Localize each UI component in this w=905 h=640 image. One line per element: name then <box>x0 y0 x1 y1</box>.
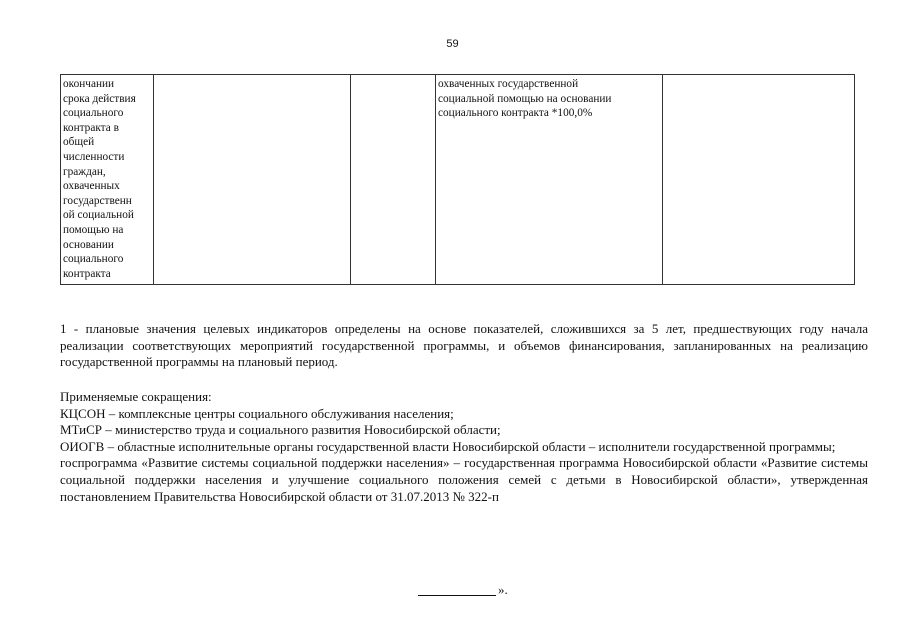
table-cell-text: окончании срока действия социального контракта в общей численности граждан, охваченных государственн ой социальной помощью на основании социального контракта <box>63 78 136 280</box>
table-cell-indicator <box>61 75 154 285</box>
closing-quote: ». <box>498 582 508 597</box>
abbreviations-heading: Применяемые сокращения: <box>60 389 212 404</box>
page-number: 59 <box>446 38 459 50</box>
footnote: 1 - плановые значения целевых индикаторов определены на основе показателей, сложившихся за 5 лет, предшествующих году начала реализации соответствующих мероприятий государственной программы, и объемов финансирования, запланированных на реализацию государственной программы на плановый период. <box>60 321 868 370</box>
abbreviations-section <box>60 389 868 505</box>
table-cell <box>154 75 351 285</box>
abbreviation-item: МТиСР – министерство труда и социального развития Новосибирской области; <box>60 422 501 438</box>
table-cell-formula <box>436 75 663 285</box>
abbreviation-item: ОИОГВ – областные исполнительные органы государственной власти Новосибирской области – исполнители государственной программы; <box>60 438 836 454</box>
abbreviation-item: КЦСОН – комплексные центры социального обслуживания населения; <box>60 405 454 421</box>
signature-line <box>418 582 496 596</box>
indicator-table <box>60 74 855 285</box>
table-row <box>61 75 855 285</box>
table-cell-text: охваченных государственной социальной помощью на основании социального контракта *100,0% <box>438 78 612 120</box>
table-cell <box>351 75 436 285</box>
abbreviation-item: госпрограмма «Развитие системы социальной поддержки населения» – государственная программа Новосибирской области «Развитие системы социальной поддержки населения и улучшение социального положения семей с детьми в Новосибирской области», утвержденная постановлением Правительства Новосибирской области от 31.07.2013 № 322-п <box>60 455 868 504</box>
table-cell <box>663 75 855 285</box>
